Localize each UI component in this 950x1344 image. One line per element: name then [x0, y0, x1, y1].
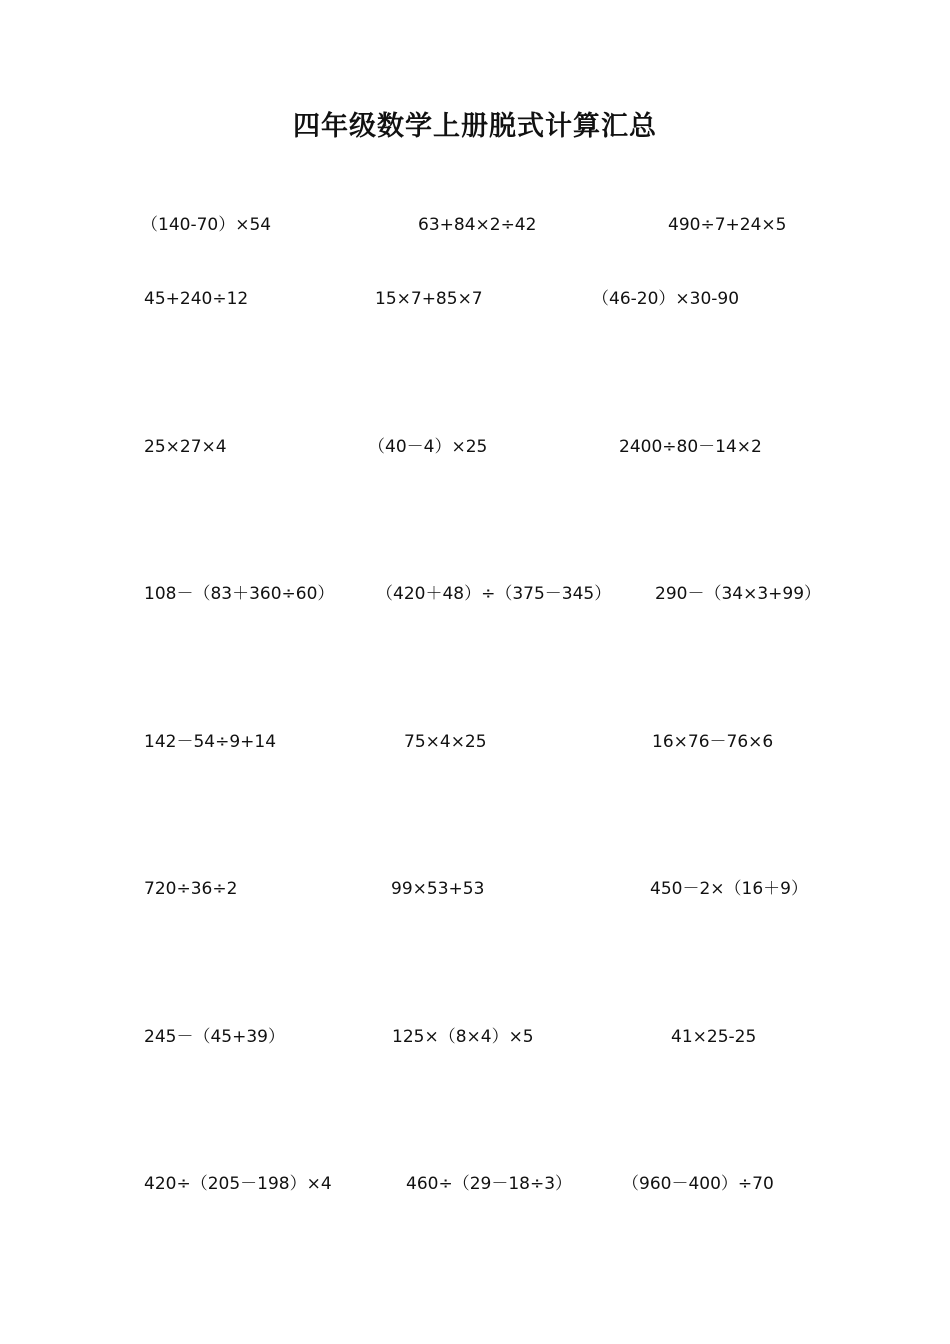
- problem-7-3: 41×25-25: [671, 1027, 757, 1047]
- problem-7-2: 125×（8×4）×5: [392, 1027, 534, 1047]
- problem-8-3: （960－400）÷70: [622, 1174, 774, 1194]
- problem-4-3: 290－（34×3+99）: [655, 584, 822, 604]
- problem-3-2: （40－4）×25: [368, 437, 488, 457]
- problem-8-1: 420÷（205－198）×4: [144, 1174, 332, 1194]
- problem-1-2: 63+84×2÷42: [418, 215, 537, 235]
- problem-1-1: （140-70）×54: [141, 215, 272, 235]
- problem-4-1: 108－（83＋360÷60）: [144, 584, 335, 604]
- problem-4-2: （420＋48）÷（375－345）: [376, 584, 612, 604]
- problem-7-1: 245－（45+39）: [144, 1027, 285, 1047]
- problem-2-2: 15×7+85×7: [375, 289, 483, 309]
- problem-2-3: （46-20）×30-90: [592, 289, 740, 309]
- problem-6-2: 99×53+53: [391, 879, 485, 899]
- problem-5-1: 142－54÷9+14: [144, 732, 277, 752]
- problem-6-3: 450－2×（16＋9）: [650, 879, 808, 899]
- problem-6-1: 720÷36÷2: [144, 879, 238, 899]
- problem-5-2: 75×4×25: [404, 732, 487, 752]
- problem-5-3: 16×76－76×6: [652, 732, 774, 752]
- problem-2-1: 45+240÷12: [144, 289, 249, 309]
- problem-1-3: 490÷7+24×5: [668, 215, 787, 235]
- problem-8-2: 460÷（29－18÷3）: [406, 1174, 573, 1194]
- page-title: 四年级数学上册脱式计算汇总: [293, 111, 657, 142]
- problem-3-3: 2400÷80－14×2: [619, 437, 762, 457]
- problem-3-1: 25×27×4: [144, 437, 227, 457]
